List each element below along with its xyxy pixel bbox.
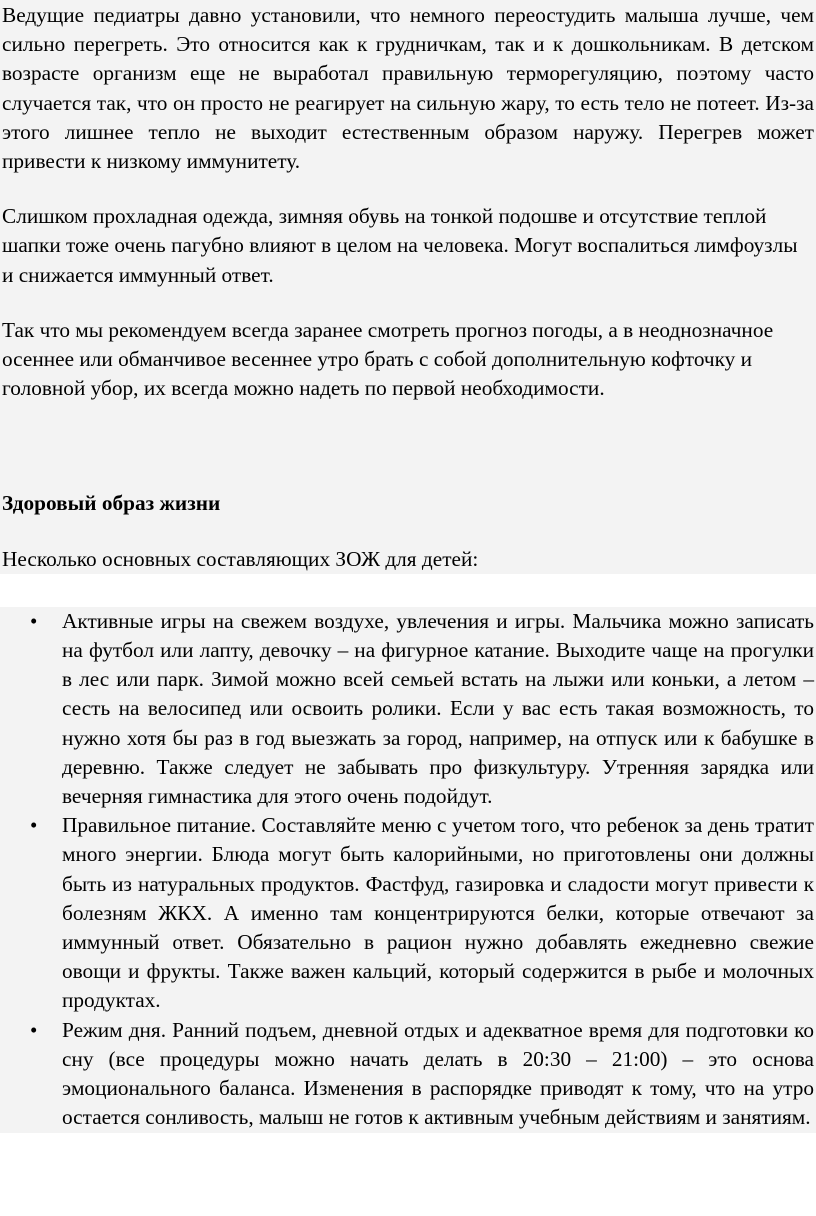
list-item <box>0 607 816 811</box>
section-heading: Здоровый образ жизни <box>2 491 221 516</box>
paragraph-weather-advice: Так что мы рекомендуем всегда заранее смотреть прогноз погоды, а в неоднозначное осеннее или обманчивое весеннее утро брать с собой дополнительную кофточку и головной убор, их всегда можно надеть по первой необходимости. <box>2 317 774 401</box>
section-spacer <box>0 463 816 489</box>
paragraph-overheating: Ведущие педиатры давно установили, что немного переостудить малыша лучше, чем сильно перегреть. Это относится как к грудничкам, так и к дошкольникам. В детском возрасте организм еще не выработал правильную терморегуляцию, поэтому часто случается так, что он просто не реагирует на сильную жару, то есть тело не потеет. Из-за этого лишнее тепло не выходит естественным образом наружу. Перегрев может привести к низкому иммунитету. <box>2 3 814 174</box>
list-spacer <box>0 574 816 607</box>
bullet-icon: • <box>30 608 38 633</box>
section-spacer <box>0 403 816 463</box>
list-item-text: Правильное питание. Составляйте меню с учетом того, что ребенок за день тратит много энергии. Блюда могут быть калорийными, но приготовлены они должны быть из натуральных продуктов. Фастфуд, газировка и сладости могут привести к болезням ЖКХ. А именно там концентрируются белки, которые отвечают за иммунный ответ. Обязательно в рацион нужно добавлять ежедневно свежие овощи и фрукты. Также важен кальций, который содержится в рыбе и молочных продуктах. <box>62 813 814 1013</box>
list-item <box>0 1016 816 1133</box>
section-intro: Несколько основных составляющих ЗОЖ для детей: <box>2 546 479 571</box>
shaded-text-block <box>0 0 816 574</box>
bullet-list <box>0 607 816 1133</box>
paragraph-cold-clothing: Слишком прохладная одежда, зимняя обувь на тонкой подошве и отсутствие теплой шапки тоже очень пагубно влияют в целом на человека. Могут воспалиться лимфоузлы и снижается иммунный ответ. <box>2 204 798 287</box>
bullet-icon: • <box>30 1017 38 1042</box>
paragraph-spacer <box>0 290 816 316</box>
bullet-icon: • <box>30 813 38 838</box>
list-item-text: Режим дня. Ранний подъем, дневной отдых и адекватное время для подготовки ко сну (все процедуры можно начать делать в 20:30 – 21:00) – это основа эмоционального баланса. Изменения в распорядке приводят к тому, что на утро остается сонливость, малыш не готов к активным учебным действиям и занятиям. <box>62 1017 814 1130</box>
paragraph-spacer <box>0 176 816 202</box>
paragraph-spacer <box>0 519 816 545</box>
list-item <box>0 811 816 1015</box>
list-item-text: Активные игры на свежем воздухе, увлечения и игры. Мальчика можно записать на футбол или лапту, девочку – на фигурное катание. Выходите чаще на прогулки в лес или парк. Зимой можно всей семьей встать на лыжи или коньки, а летом – сесть на велосипед или освоить ролики. Если у вас есть такая возможность, то нужно хотя бы раз в год выезжать за город, например, на отпуск или к бабушке в деревню. Также следует не забывать про физкультуру. Утренняя зарядка или вечерняя гимнастика для этого очень подойдут. <box>62 608 814 809</box>
